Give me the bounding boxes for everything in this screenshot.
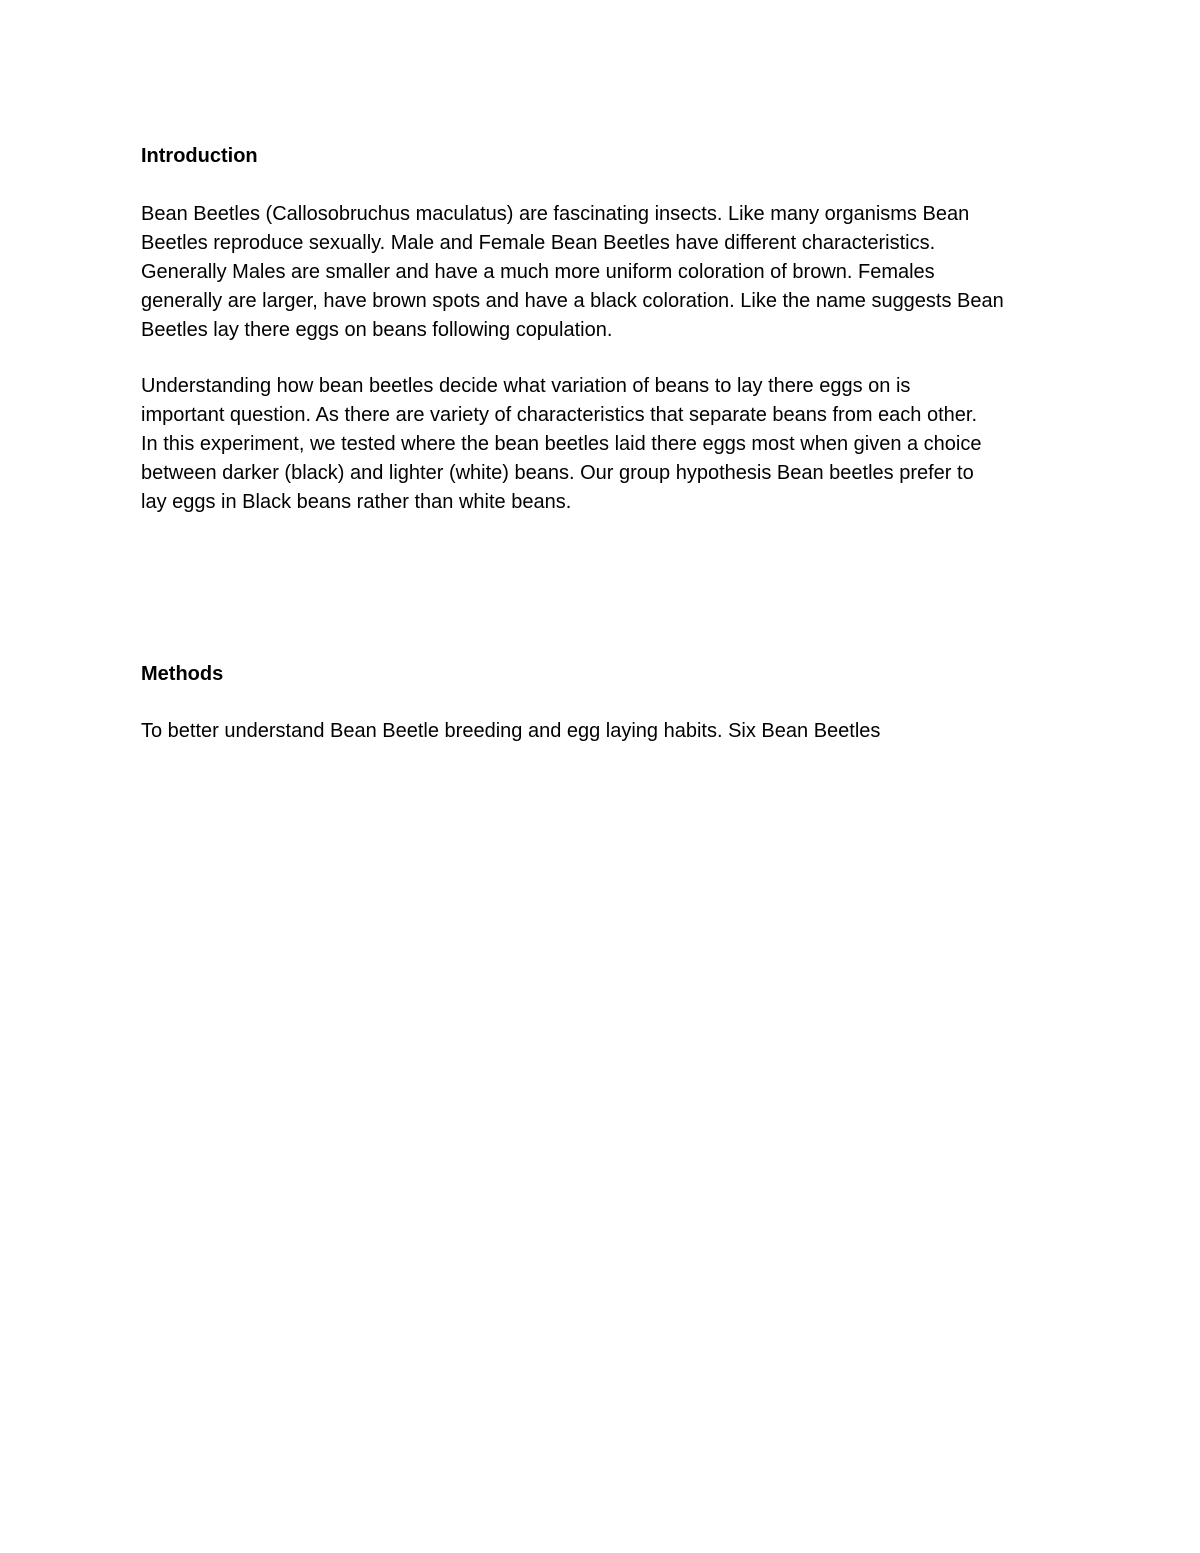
introduction-paragraph-1	[141, 200, 1071, 345]
methods-paragraph-1	[141, 717, 1071, 746]
text-line: In this experiment, we tested where the bean beetles laid there eggs most when given a choice	[141, 433, 982, 455]
text-line: important question. As there are variety of characteristics that separate beans from each other.	[141, 404, 977, 426]
text-line: Bean Beetles (Callosobruchus maculatus) are fascinating insects. Like many organisms Bean	[141, 203, 970, 225]
text-line: lay eggs in Black beans rather than white beans.	[141, 491, 572, 513]
introduction-heading: Introduction	[141, 145, 258, 167]
text-line: Generally Males are smaller and have a much more uniform coloration of brown. Females	[141, 261, 935, 283]
text-line: Understanding how bean beetles decide what variation of beans to lay there eggs on is	[141, 375, 911, 397]
text-line: generally are larger, have brown spots and have a black coloration. Like the name suggests Bean	[141, 290, 1004, 312]
introduction-paragraph-2	[141, 372, 1071, 517]
text-line: Beetles lay there eggs on beans following copulation.	[141, 319, 613, 341]
methods-heading: Methods	[141, 663, 224, 685]
text-line: To better understand Bean Beetle breeding and egg laying habits. Six Bean Beetles	[141, 720, 881, 742]
text-line: Beetles reproduce sexually. Male and Female Bean Beetles have different characteristics.	[141, 232, 936, 254]
text-line: between darker (black) and lighter (white) beans. Our group hypothesis Bean beetles prefer to	[141, 462, 974, 484]
